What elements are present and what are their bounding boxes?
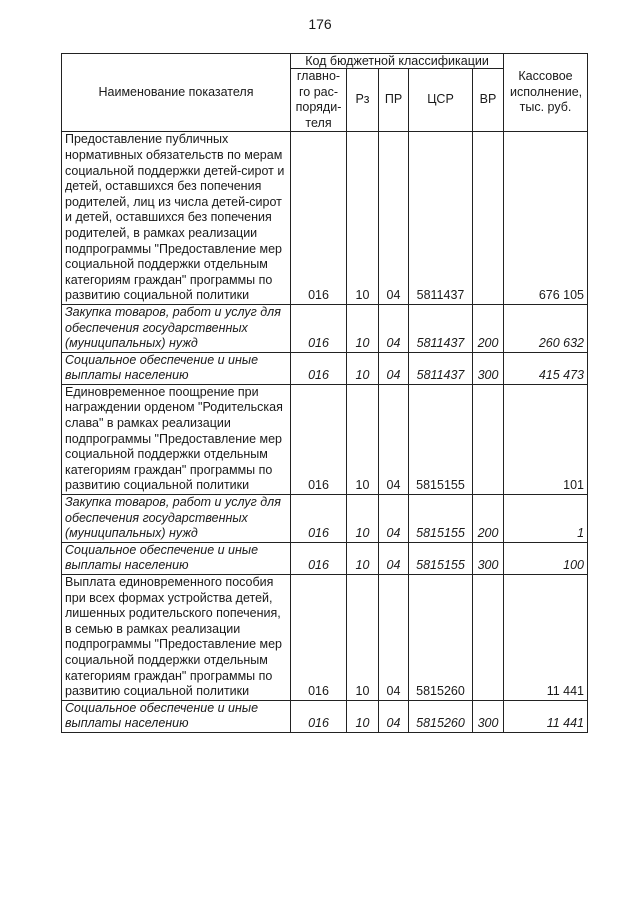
row-amount: 415 473 — [504, 352, 588, 384]
row-rz: 10 — [347, 700, 379, 732]
row-name: Закупка товаров, работ и услуг для обеспечения государственных (муниципальных) нужд — [62, 495, 291, 543]
table-row — [62, 700, 588, 732]
row-amount: 101 — [504, 384, 588, 494]
budget-table — [61, 53, 588, 733]
row-name: Единовременное поощрение при награждении орденом "Родительская слава" в рамках реализации подпрограммы "Предоставление мер социальной поддержки отдельным категориям граждан" программы по развитию социальной политики — [62, 384, 291, 494]
row-pr: 04 — [379, 384, 409, 494]
header-glav: главно-го рас-поряди-теля — [291, 69, 347, 132]
row-vr — [473, 575, 504, 701]
row-vr: 300 — [473, 352, 504, 384]
row-csr: 5815155 — [409, 384, 473, 494]
header-code-group: Код бюджетной классификации — [291, 54, 504, 69]
row-glav: 016 — [291, 304, 347, 352]
row-name: Выплата единовременного пособия при всех формах устройства детей, лишенных родительского попечения, в семью в рамках реализации подпрограммы "Предоставление мер социальной поддержки отдельным категориям граждан" программы по развитию социальной политики — [62, 575, 291, 701]
row-amount: 1 — [504, 495, 588, 543]
row-csr: 5811437 — [409, 132, 473, 305]
row-csr: 5815155 — [409, 495, 473, 543]
row-pr: 04 — [379, 352, 409, 384]
row-vr: 300 — [473, 542, 504, 574]
row-pr: 04 — [379, 542, 409, 574]
row-rz: 10 — [347, 575, 379, 701]
row-glav: 016 — [291, 132, 347, 305]
row-vr: 200 — [473, 495, 504, 543]
table-row — [62, 575, 588, 701]
row-pr: 04 — [379, 700, 409, 732]
row-csr: 5815260 — [409, 575, 473, 701]
row-amount: 11 441 — [504, 575, 588, 701]
row-vr: 300 — [473, 700, 504, 732]
row-glav: 016 — [291, 384, 347, 494]
row-pr: 04 — [379, 495, 409, 543]
row-glav: 016 — [291, 542, 347, 574]
row-vr: 200 — [473, 304, 504, 352]
table-row — [62, 132, 588, 305]
header-amount: Кассовое исполнение, тыс. руб. — [504, 54, 588, 132]
row-vr — [473, 132, 504, 305]
row-rz: 10 — [347, 384, 379, 494]
row-name: Социальное обеспечение и иные выплаты населению — [62, 352, 291, 384]
row-rz: 10 — [347, 304, 379, 352]
row-pr: 04 — [379, 132, 409, 305]
row-rz: 10 — [347, 542, 379, 574]
table-row — [62, 352, 588, 384]
row-glav: 016 — [291, 495, 347, 543]
row-pr: 04 — [379, 575, 409, 701]
table-row — [62, 542, 588, 574]
row-name: Социальное обеспечение и иные выплаты населению — [62, 542, 291, 574]
row-name: Социальное обеспечение и иные выплаты населению — [62, 700, 291, 732]
row-rz: 10 — [347, 132, 379, 305]
row-vr — [473, 384, 504, 494]
row-amount: 100 — [504, 542, 588, 574]
row-amount: 260 632 — [504, 304, 588, 352]
header-csr: ЦСР — [409, 69, 473, 132]
row-glav: 016 — [291, 700, 347, 732]
table-row — [62, 495, 588, 543]
row-csr: 5811437 — [409, 304, 473, 352]
header-rz: Рз — [347, 69, 379, 132]
row-amount: 676 105 — [504, 132, 588, 305]
row-name: Предоставление публичных нормативных обязательств по мерам социальной поддержки детей-сирот и детей, оставшихся без попечения родителей, лиц из числа детей-сирот и детей, оставшихся без попечения родителей, в рамках реализации подпрограммы "Предоставление мер социальной поддержки отдельным категориям граждан" программы по развитию социальной политики — [62, 132, 291, 305]
table-row — [62, 384, 588, 494]
header-vr: ВР — [473, 69, 504, 132]
table-row — [62, 304, 588, 352]
row-amount: 11 441 — [504, 700, 588, 732]
header-name: Наименование показателя — [62, 54, 291, 132]
page-number: 176 — [308, 16, 332, 32]
row-pr: 04 — [379, 304, 409, 352]
row-glav: 016 — [291, 352, 347, 384]
row-csr: 5811437 — [409, 352, 473, 384]
row-csr: 5815260 — [409, 700, 473, 732]
row-rz: 10 — [347, 352, 379, 384]
row-rz: 10 — [347, 495, 379, 543]
row-glav: 016 — [291, 575, 347, 701]
row-name: Закупка товаров, работ и услуг для обеспечения государственных (муниципальных) нужд — [62, 304, 291, 352]
header-pr: ПР — [379, 69, 409, 132]
row-csr: 5815155 — [409, 542, 473, 574]
